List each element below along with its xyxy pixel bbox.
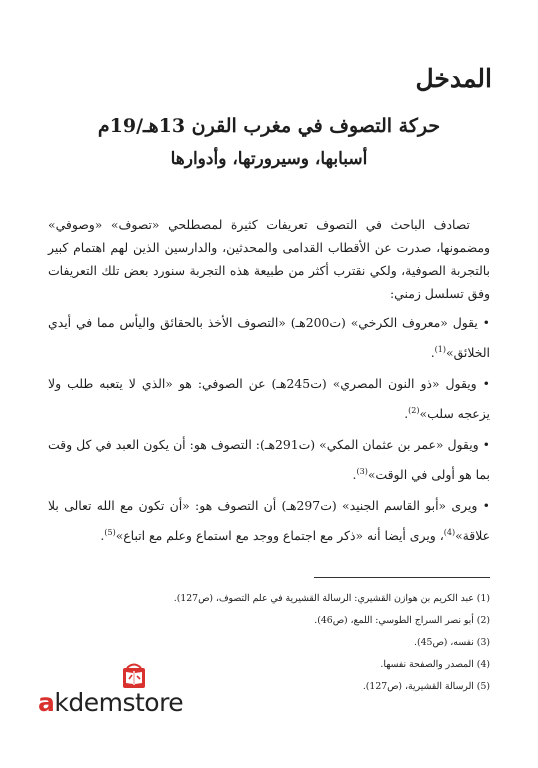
footnote-item: (5) الرسالة القشيرية، (ص127). <box>362 681 490 692</box>
page-title: حركة التصوف في مغرب القرن 13هـ/19م <box>97 115 441 137</box>
quote-end: . <box>430 345 435 361</box>
footnote-ref: (1) <box>434 345 447 354</box>
quote-text: • يقول «معروف الكرخي» (ت200هـ) «التصوف الأخذ بالحقائق واليأس مما في أيدي الخلائق» <box>48 315 490 361</box>
footnote-ref: (4) <box>443 528 456 538</box>
store-logo-wordmark <box>38 686 183 720</box>
footnote-ref: (5) <box>104 528 116 538</box>
quote-paragraph <box>48 492 490 549</box>
page-subtitle: أسبابها، وسيرورتها، وأدوارها <box>170 149 368 169</box>
quote-paragraph <box>48 431 490 488</box>
intro-paragraph: تصادف الباحث في التصوف تعريفات كثيرة لمصطلحي «تصوف» «وصوفي» ومضمونها، صدرت عن الأقطاب القدامى والمحدثين، والدارسين الذين لهم اهتمام كبير بالتجربة الصوفية، ولكي نقترب أكثر من طبيعة هذه التجربة سنورد بعض تلك التعريفات وفق تسلسل زمني: <box>48 217 490 301</box>
quote-continuation: ، ويرى أيضا أنه «ذكر مع اجتماع ووجد مع استماع وعلم مع اتباع» <box>115 528 444 544</box>
footnote-ref: (3) <box>356 467 368 477</box>
quote-paragraph <box>48 370 490 427</box>
footnote-item: (1) عبد الكريم بن هوازن القشيري: الرسالة القشيرية في علم التصوف، (ص127). <box>173 593 490 604</box>
quote-end: . <box>404 406 409 422</box>
logo-lead-letter: a <box>38 688 55 717</box>
quote-text: • ويقول «عمر بن عثمان المكي» (ت291هـ): التصوف هو: أن يكون العبد في كل وقت بما هو أولى في الوقت» <box>48 437 490 483</box>
quote-text: • ويرى «أبو القاسم الجنيد» (ت297هـ) أن التصوف هو: «أن تكون مع الله تعالى بلا علاقة» <box>48 498 490 544</box>
store-logo <box>38 660 218 720</box>
quote-text: • ويقول «ذو النون المصري» (ت245هـ) عن الصوفي: هو «الذي لا يتعبه طلب ولا يزعجه سلب» <box>48 376 490 422</box>
chapter-heading: المدخل <box>415 64 492 93</box>
logo-name: kdemstore <box>54 688 184 717</box>
footnote-item: (2) أبو نصر السراج الطوسي: اللمع، (ص46). <box>314 615 490 626</box>
quote-end: . <box>352 467 357 483</box>
quote-paragraph <box>48 309 490 366</box>
footnote-ref: (2) <box>408 406 420 416</box>
quote-end: . <box>100 528 105 544</box>
footnote-item: (4) المصدر والصفحة نفسها. <box>380 659 490 670</box>
footnote-item: (3) نفسه، (ص45). <box>414 637 490 648</box>
footnote-divider <box>314 577 490 578</box>
body-text <box>48 213 490 550</box>
